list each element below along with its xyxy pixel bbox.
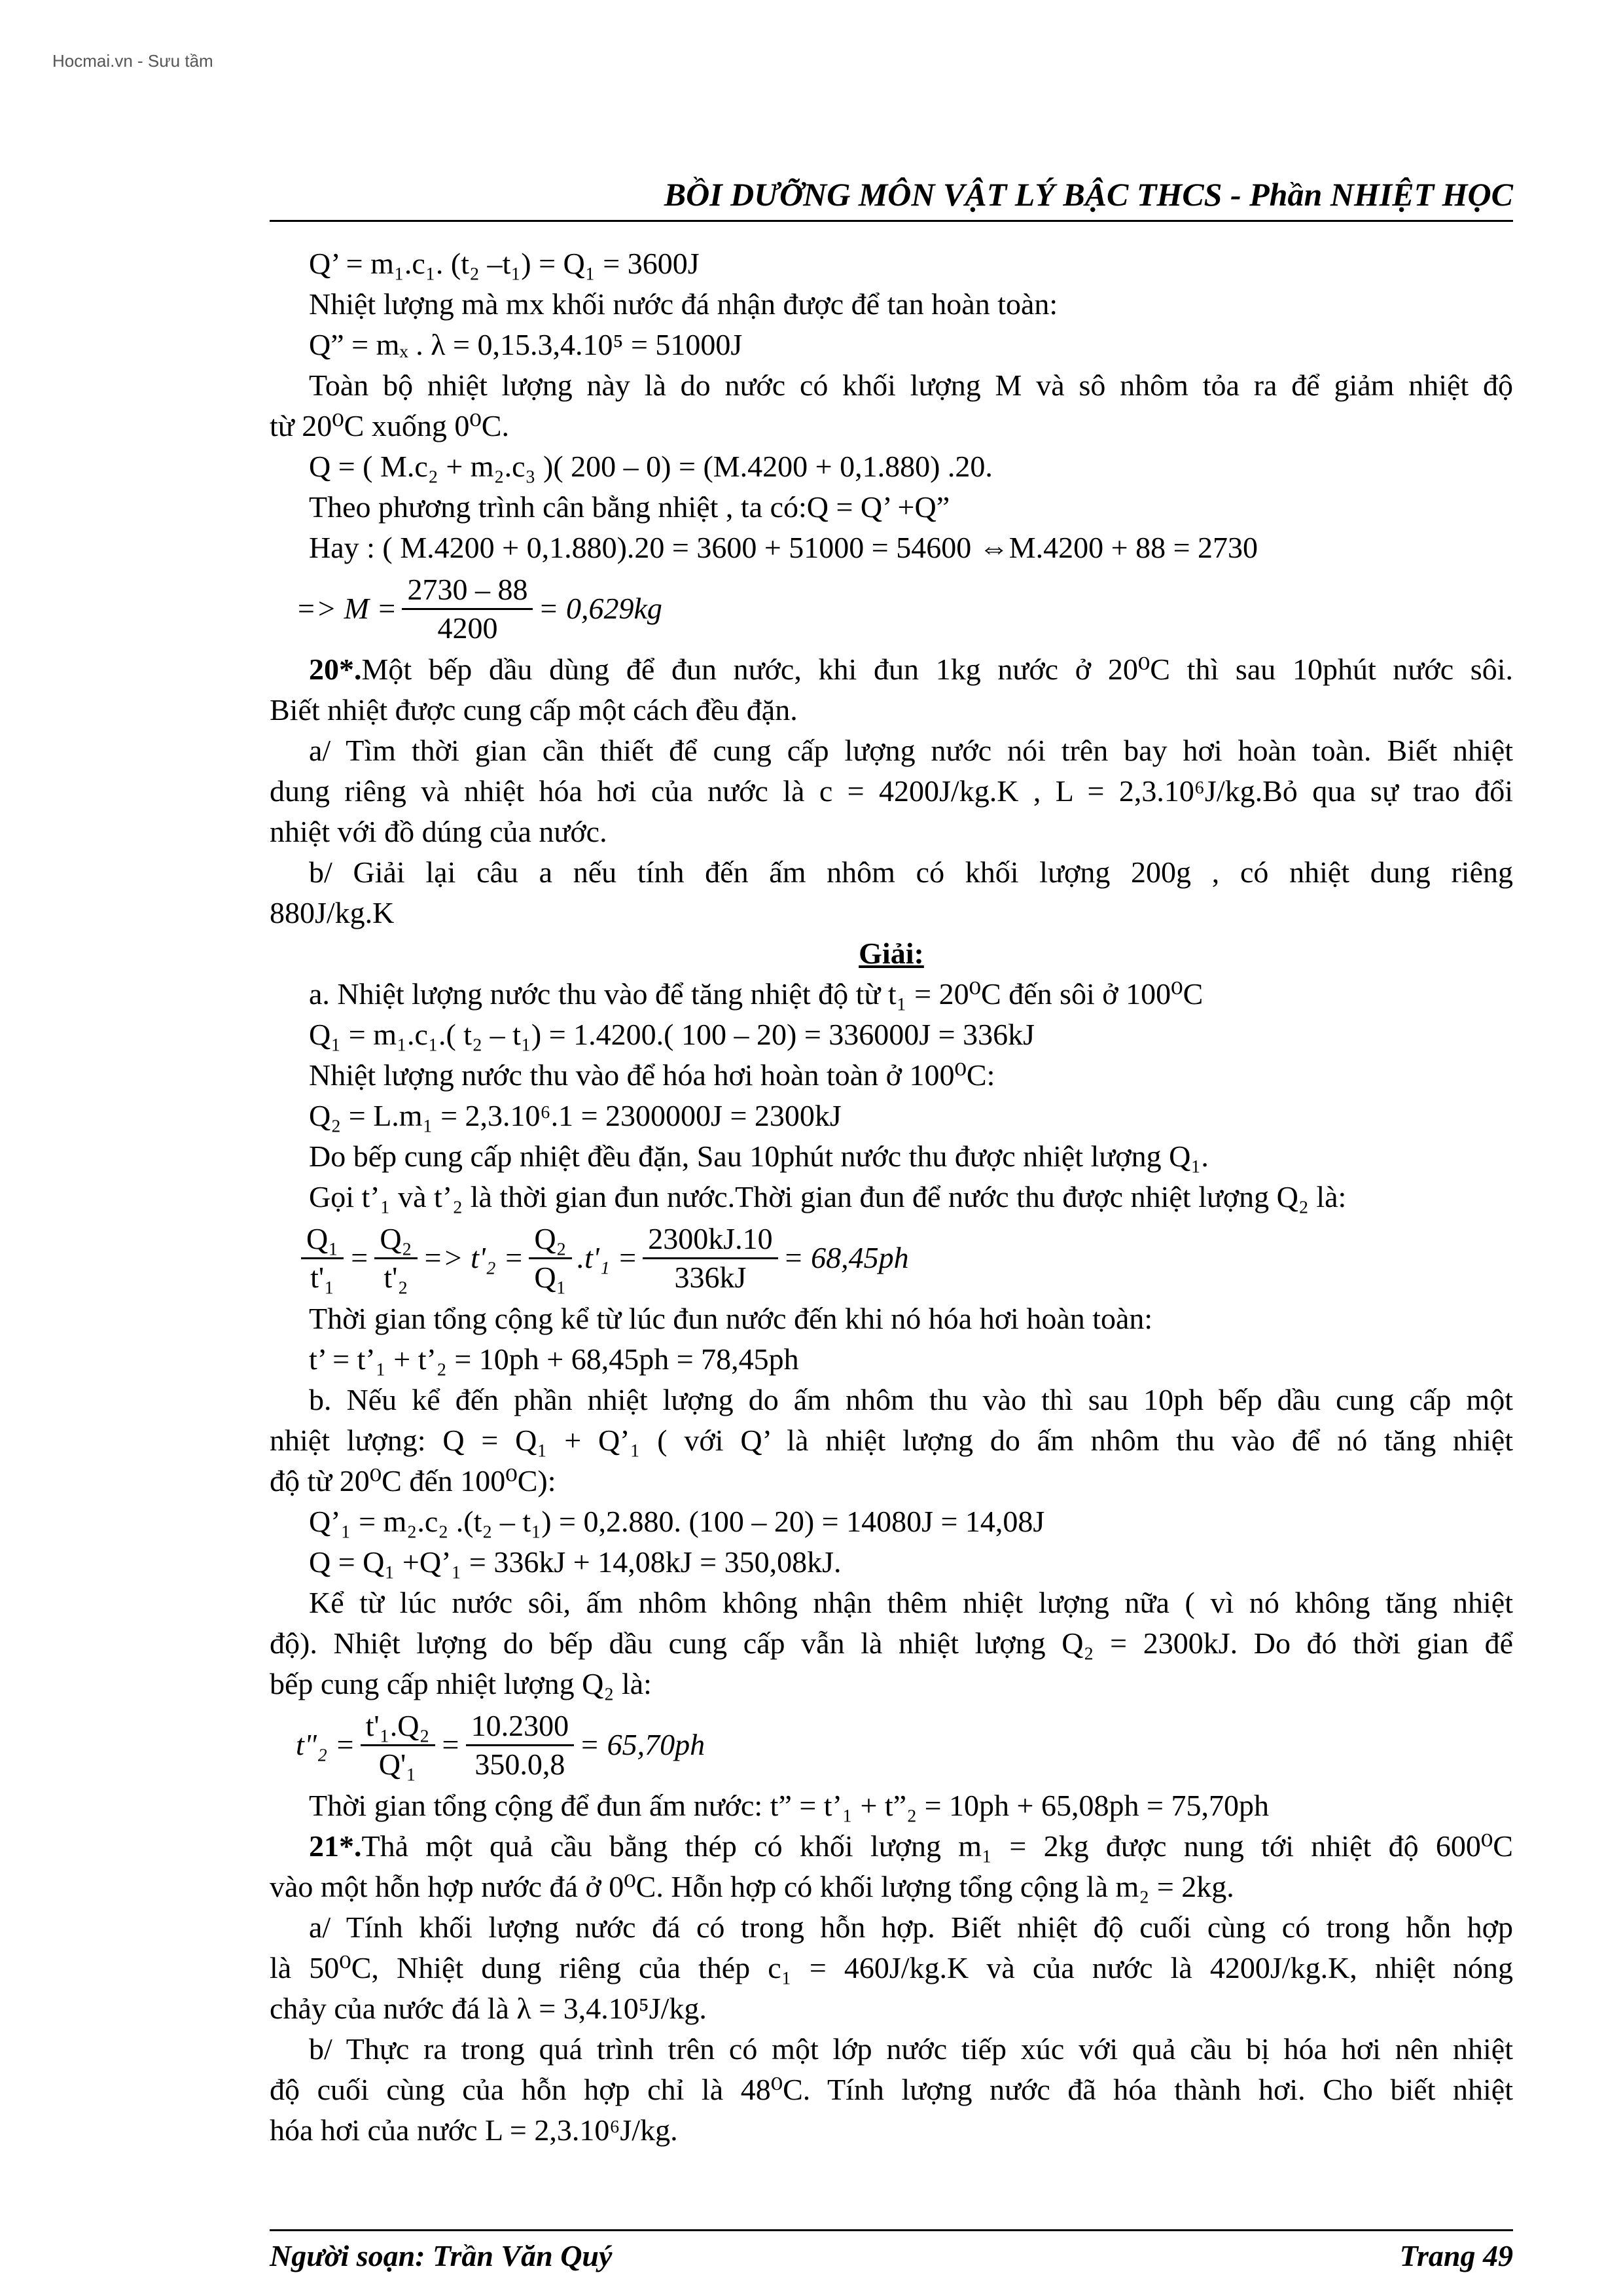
equation-time [270,1217,1513,1299]
text-line: từ 20⁰C xuống 0⁰C. [270,409,509,442]
text-line: độ). Nhiệt lượng do bếp dầu cung cấp vẫn là nhiệt lượng Q₂ = 2300kJ. Do đó thời gian để [270,1626,1513,1660]
text-line: Biết nhiệt được cung cấp một cách đều đặn. [270,693,798,726]
text-line: a/ Tìm thời gian cần thiết để cung cấp lượng nước nói trên bay hơi hoàn toàn. Biết nhiệt [309,734,1513,767]
fraction [402,571,533,647]
fraction-denominator: Q'₁ [378,1747,417,1781]
fraction-numerator: Q₁ [301,1221,344,1259]
page-header [270,169,1513,222]
problem-text: Thả một quả cầu bằng thép có khối lượng m₁ = 2kg được nung tới nhiệt độ 600⁰C [361,1829,1513,1863]
text-line: a. Nhiệt lượng nước thu vào để tăng nhiệt độ từ t₁ = 20⁰C đến sôi ở 100⁰C [309,977,1204,1011]
fraction [466,1708,575,1783]
page-footer [270,2229,1513,2272]
text-line: b. Nếu kể đến phần nhiệt lượng do ấm nhôm thu vào thì sau 10ph bếp dầu cung cấp một [309,1383,1513,1416]
problem-20-line [270,649,1513,690]
text-line: Q = ( M.c₂ + m₂.c₃ )( 200 – 0) = (M.4200 + 0,1.880) .20. [309,450,993,483]
fraction-numerator: 10.2300 [466,1708,575,1746]
fraction-numerator: 2300kJ.10 [643,1221,777,1259]
eq-rhs: = 68,45ph [783,1241,909,1274]
text-line: chảy của nước đá là λ = 3,4.10⁵J/kg. [270,1992,707,2025]
text-line: Q₁ = m₁.c₁.( t₂ – t₁) = 1.4200.( 100 – 20) = 336000J = 336kJ [309,1018,1035,1051]
problem-text: Một bếp dầu dùng để đun nước, khi đun 1kg nước ở 20⁰C thì sau 10phút nước sôi. [361,653,1513,686]
text-line: Thời gian tổng cộng kể từ lúc đun nước đến khi nó hóa hơi hoàn toàn: [309,1302,1153,1335]
solution-heading: Giải: [859,937,924,970]
eq-op: .t'₁ = [577,1241,638,1274]
fraction-denominator: t'₂ [383,1260,408,1294]
fraction [643,1221,777,1296]
text-line: độ từ 20⁰C đến 100⁰C): [270,1464,556,1498]
text-line: t’ = t’₁ + t’₂ = 10ph + 68,45ph = 78,45ph [309,1342,799,1376]
fraction [361,1708,435,1783]
fraction [529,1221,571,1296]
fraction-denominator: t'₁ [310,1260,335,1294]
author-label: Người soạn: Trần Văn Quý [270,2239,613,2272]
text-line: Gọi t’₁ và t’₂ là thời gian đun nước.Thời gian đun để nước thu được nhiệt lượng Q₂ là: [309,1180,1347,1213]
text-line: là 50⁰C, Nhiệt dung riêng của thép c₁ = 460J/kg.K và của nước là 4200J/kg.K, nhiệt nóng [270,1951,1513,1984]
text-line: Q = Q₁ +Q’₁ = 336kJ + 14,08kJ = 350,08kJ. [309,1545,842,1579]
text-line: nhiệt với đồ dúng của nước. [270,815,607,848]
page-number: Trang 49 [1399,2239,1513,2272]
text-line: Do bếp cung cấp nhiệt đều đặn, Sau 10phút nước thu được nhiệt lượng Q₁. [309,1139,1209,1173]
text-line: dung riêng và nhiệt hóa hơi của nước là c = 4200J/kg.K , L = 2,3.10⁶J/kg.Bỏ qua sự trao đổi [270,774,1513,808]
text-line: 880J/kg.K [270,896,395,929]
eq-op: = [440,1728,461,1761]
fraction-denominator: 350.0,8 [474,1747,565,1781]
text-line: Theo phương trình cân bằng nhiệt , ta có:Q = Q’ +Q” [309,490,950,524]
fraction-numerator: Q₂ [374,1221,417,1259]
text-line: Q’₁ = m₂.c₂ .(t₂ – t₁) = 0,2.880. (100 – 20) = 14080J = 14,08J [309,1505,1045,1538]
fraction-numerator: 2730 – 88 [402,571,533,610]
text-line: Toàn bộ nhiệt lượng này là do nước có khối lượng M và sô nhôm tỏa ra để giảm nhiệt độ [309,368,1513,402]
text-line: hóa hơi của nước L = 2,3.10⁶J/kg. [270,2113,678,2147]
text-line: Q₂ = L.m₁ = 2,3.10⁶.1 = 2300000J = 2300kJ [309,1099,842,1132]
problem-number: 21*. [309,1829,362,1863]
text-line: a/ Tính khối lượng nước đá có trong hỗn hợp. Biết nhiệt độ cuối cùng có trong hỗn hợp [309,1910,1513,1944]
equation-time-b [270,1704,1513,1785]
page-content [270,243,1513,2151]
text-line: Kể từ lúc nước sôi, ấm nhôm không nhận thêm nhiệt lượng nữa ( vì nó không tăng nhiệt [309,1586,1513,1619]
fraction-denominator: 4200 [437,611,498,645]
fraction-numerator: t'₁.Q₂ [361,1708,435,1746]
problem-21-line [270,1826,1513,1867]
text-line: vào một hỗn hợp nước đá ở 0⁰C. Hỗn hợp có khối lượng tổng cộng là m₂ = 2kg. [270,1870,1234,1903]
text-line: Hay : ( M.4200 + 0,1.880).20 = 3600 + 51000 = 54600 ⇔M.4200 + 88 = 2730 [309,531,1258,564]
text-line: nhiệt lượng: Q = Q₁ + Q’₁ ( với Q’ là nhiệt lượng do ấm nhôm thu vào để nó tăng nhiệt [270,1424,1513,1457]
eq-op: => t'₂ = [422,1241,524,1274]
equation-m [270,568,1513,649]
text-line: độ cuối cùng của hỗn hợp chỉ là 48⁰C. Tính lượng nước đã hóa thành hơi. Cho biết nhiệt [270,2073,1513,2106]
fraction-numerator: Q₂ [529,1221,571,1259]
eq-rhs: = 0,629kg [538,592,662,625]
text-line: Nhiệt lượng nước thu vào để hóa hơi hoàn toàn ở 100⁰C: [309,1058,995,1092]
fraction [301,1221,344,1296]
text-line: Nhiệt lượng mà mx khối nước đá nhận được để tan hoàn toàn: [309,287,1058,321]
text-line: Q” = mₓ . λ = 0,15.3,4.10⁵ = 51000J [309,328,743,361]
problem-number: 20*. [309,653,362,686]
text-line: b/ Giải lại câu a nếu tính đến ấm nhôm có khối lượng 200g , có nhiệt dung riêng [309,855,1513,889]
eq-rhs: = 65,70ph [579,1728,705,1761]
eq-lhs: => M = [296,592,397,625]
header-title: BỒI DƯỠNG MÔN VẬT LÝ BẬC THCS - Phần NHIỆT HỌC [664,176,1513,213]
fraction-denominator: Q₁ [534,1260,567,1294]
eq-op: = [349,1241,370,1274]
text-line: bếp cung cấp nhiệt lượng Q₂ là: [270,1667,652,1700]
text-line: Thời gian tổng cộng để đun ấm nước: t” = t’₁ + t”₂ = 10ph + 65,08ph = 75,70ph [309,1789,1269,1822]
fraction [374,1221,417,1296]
text-line: Q’ = m₁.c₁. (t₂ –t₁) = Q₁ = 3600J [309,247,700,280]
watermark: Hocmai.vn - Sưu tầm [52,51,213,71]
fraction-denominator: 336kJ [674,1260,747,1294]
text-line: b/ Thực ra trong quá trình trên có một lớp nước tiếp xúc với quả cầu bị hóa hơi nên nhiệt [309,2032,1513,2066]
eq-lhs: t"₂ = [296,1728,355,1761]
